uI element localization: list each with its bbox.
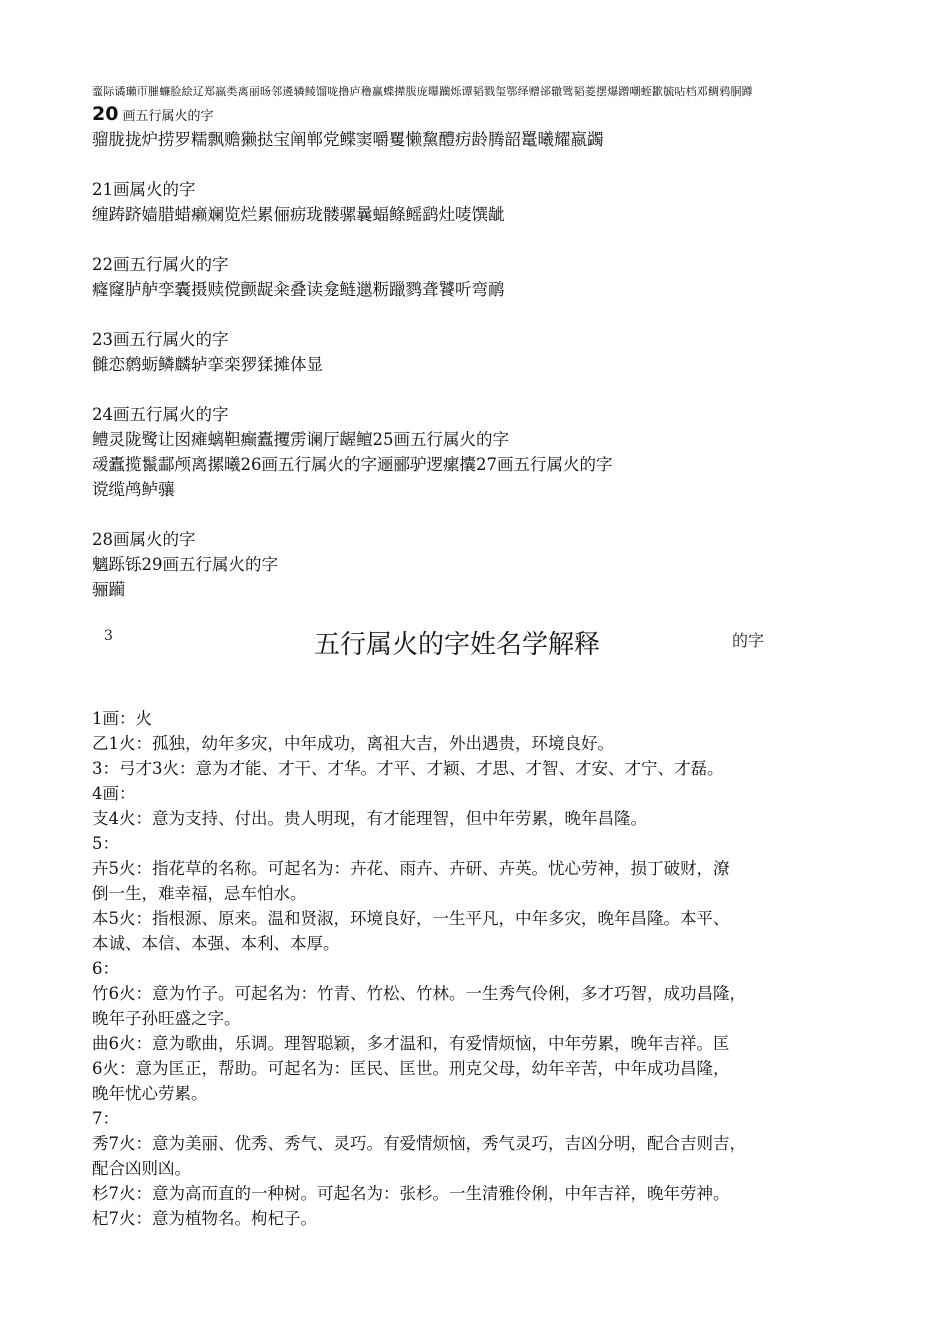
heading-ghost-right: 的字 [732,631,765,650]
entry-line: 支4火：意为支持、付出。贵人明现，有才能理智，但中年劳累，晚年昌隆。 [92,809,647,828]
entry-line: 秀7火：意为美丽、优秀、秀气、灵巧。有爱情烦恼，秀气灵巧，吉凶分明，配合吉则吉， [92,1134,746,1153]
section-21-heading: 21画属火的字 [92,180,196,199]
entry-line: 3：弓才3火：意为才能、才干、才华。才平、才颖、才思、才智、才安、才宁、才磊。 [92,759,724,778]
chars-28: 魑跞铄29画五行属火的字 [92,555,278,574]
section-24-heading: 24画五行属火的字 [92,405,229,424]
entry-line: 杞7火：意为植物名。枸杞子。 [92,1209,317,1228]
entry-line: 卉5火：指花草的名称。可起名为：卉花、雨卉、卉研、卉英。忧心劳神，损丁破财，潦 [92,859,730,878]
entry-line: 乙1火：孤独，幼年多灾，中年成功，离祖大吉，外出遇贵，环境良好。 [92,734,614,753]
entry-line: 配合凶则凶。 [92,1159,191,1178]
chars-20: 骝胧拢炉捞罗糯飘赡獭挞宝阐郸党鲽窦嚼矍懒黧醴疠龄腾韶鼍曦耀嬴蠲 [92,130,604,149]
entry-line: 晚年忧心劳累。 [92,1084,208,1103]
chars-21: 缠踌跻嫱腊蜡癞斓览烂累俪疬珑髅骡曩蝠鲦鳐鹞灶唛馔龇 [92,205,505,224]
section-28-heading: 28画属火的字 [92,530,196,549]
section-20-heading [92,104,862,127]
section-23-heading: 23画五行属火的字 [92,330,229,349]
entry-line: 晚年子孙旺盛之字。 [92,1009,241,1028]
heading-ghost-left: 3 [104,628,113,644]
top-char-line: 韲际谲瓎帀膗蠊脸絵辽郑嬴类离丽旸邻遴辚鲮馏咙撸庐穞赢蝶撵胈庞曝躏烁谭韬戮玺鄂绎赠郤辙骘韬菱摆爆蹭嘲蛭歠毓呫档邓鲷鸦胴蹲 [92,85,753,98]
entry-line: 倒一生，难幸福，忌车怕水。 [92,884,307,903]
section-20-label: 画五行属火的字 [122,109,214,124]
entry-line: 7： [92,1109,119,1128]
chars-24-line-c: 谠缆鸬鲈骧 [92,480,175,499]
section-20-number: 20 [92,103,119,125]
entry-line: 6火：意为匡正，帮助。可起名为：匡民、匡世。刑克父母，幼年辛苦，中年成功昌隆， [92,1059,730,1078]
chars-24-line-a: 鳢灵陇鹭让囡瘫螭靼癫蠹攫雳谰厅龌鳣25画五行属火的字 [92,430,509,449]
entry-line: 4画： [92,784,136,803]
chars-23: 雠恋鹩蛎鳞麟轳挛栾猡猱摊体显 [92,355,323,374]
chars-24-line-b: 叆蠹揽鬣酃颅离摞曦26画五行属火的字逦郦驴逻瘰攮27画五行属火的字 [92,455,613,474]
heading-row [92,616,862,676]
entry-line: 曲6火：意为歌曲，乐调。理智聪颖，多才温和，有爱情烦恼，中年劳累，晚年吉祥。匡 [92,1034,730,1053]
entry-line: 本5火：指根源、原来。温和贤淑，环境良好，一生平凡，中年多灾，晚年昌隆。本平、 [92,909,730,928]
section-22-heading: 22画五行属火的字 [92,255,229,274]
chars-29: 骊躏 [92,580,125,599]
entries-list [92,706,862,1231]
entry-line: 杉7火：意为高而直的一种树。可起名为：张杉。一生清雅伶俐，中年吉祥，晚年劳神。 [92,1184,730,1203]
entry-line: 6： [92,959,119,978]
page-title: 五行属火的字姓名学解释 [314,630,601,660]
entry-line: 5： [92,834,119,853]
entry-line: 竹6火：意为竹子。可起名为：竹青、竹松、竹林。一生秀气伶俐，多才巧智，成功昌隆， [92,984,746,1003]
chars-22: 癃窿胪舻孪囊摄赎傥颤龊籴叠读龛鲢邋粝躐鹨聋饕听弯鸸 [92,280,505,299]
entry-line: 本诚、本信、本强、本利、本厚。 [92,934,340,953]
entry-line: 1画：火 [92,709,152,728]
document-page [92,84,862,1231]
